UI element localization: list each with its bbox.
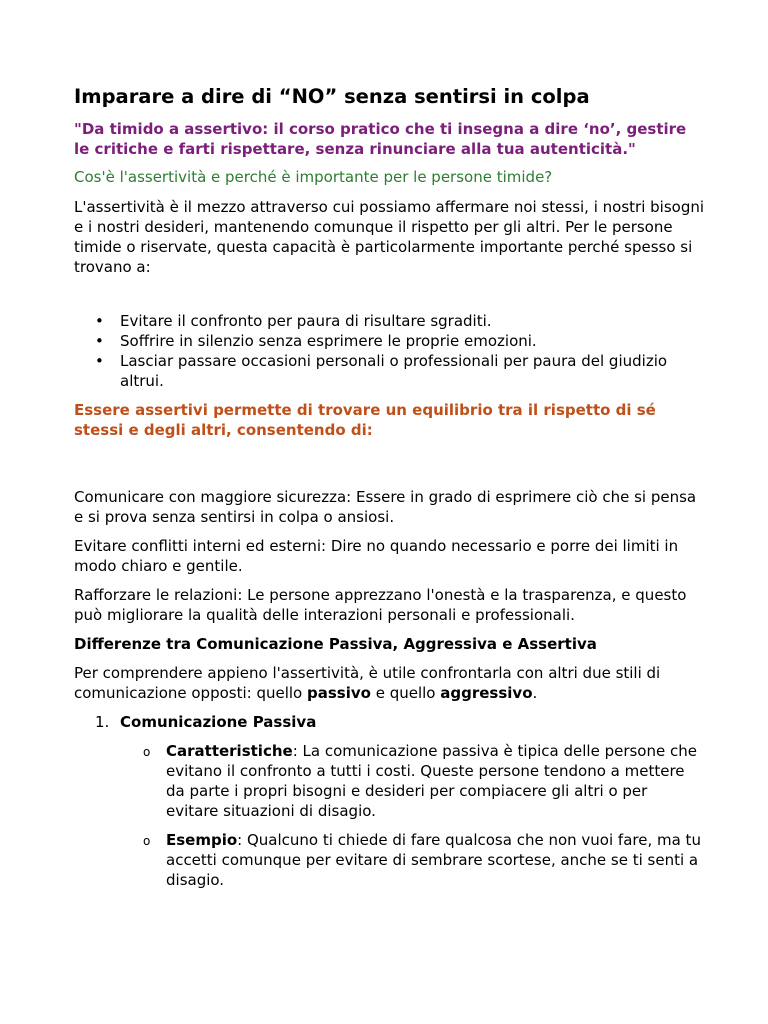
emphasis-statement: Essere assertivi permette di trovare un equilibrio tra il rispetto di sé stessi e degli altri, consentendo di: [74, 401, 656, 439]
section-question: Cos'è l'assertività e perché è importante per le persone timide? [74, 168, 553, 186]
benefit-paragraph: Evitare conflitti interni ed esterni: Dire no quando necessario e porre dei limiti in modo chiaro e gentile. [74, 537, 679, 575]
item-number: 1. [95, 713, 110, 731]
bullet-icon: • [95, 312, 104, 330]
benefit-paragraph: Rafforzare le relazioni: Le persone apprezzano l'onestà e la trasparenza, e questo può migliorare la qualità delle interazioni personali e professionali. [74, 586, 687, 624]
section-intro-text: . [532, 684, 538, 702]
list-item-text: Lasciar passare occasioni personali o professionali per paura del giudizio altrui. [120, 352, 668, 390]
course-tagline: "Da timido a assertivo: il corso pratico che ti insegna a dire ‘no’, gestire le critiche e farti rispettare, senza rinunciare alla tua autenticità." [74, 120, 687, 158]
sub-item-text: : La comunicazione passiva è tipica delle persone che evitano il confronto a tutti i costi. Queste persone tendono a mettere da parte i propri bisogni e desideri per compiacere gli altri o per evitare situazioni di disagio. [166, 742, 697, 820]
bold-term-aggressivo: aggressivo [440, 684, 533, 702]
section-intro-paragraph [74, 663, 704, 703]
benefit-paragraph: Comunicare con maggiore sicurezza: Essere in grado di esprimere ciò che si pensa e si prova senza sentirsi in colpa o ansiosi. [74, 488, 697, 526]
list-item-text: Soffrire in silenzio senza esprimere le proprie emozioni. [120, 332, 537, 350]
circle-bullet-icon: o [143, 834, 151, 848]
sub-item-label: Esempio [166, 831, 238, 849]
list-item [74, 311, 704, 331]
list-item-text: Evitare il confronto per paura di risultare sgraditi. [120, 312, 492, 330]
bullet-list [74, 311, 704, 391]
sub-list-item [74, 830, 704, 890]
numbered-item [74, 712, 704, 732]
bullet-icon: • [95, 332, 104, 350]
document-page [74, 84, 704, 899]
document-title: Imparare a dire di “NO” senza sentirsi in colpa [74, 85, 590, 108]
circle-bullet-icon: o [143, 745, 151, 759]
sub-item-text: : Qualcuno ti chiede di fare qualcosa che non vuoi fare, ma tu accetti comunque per evitare di sembrare scortese, anche se ti senti a disagio. [166, 831, 701, 889]
section-intro-text: Per comprendere appieno l'assertività, è utile confrontarla con altri due stili di comunicazione opposti: quello [74, 664, 661, 702]
numbered-item-label: Comunicazione Passiva [120, 713, 317, 731]
bold-term-passivo: passivo [307, 684, 371, 702]
list-item [74, 351, 704, 391]
bullet-icon: • [95, 352, 104, 370]
sub-list-item [74, 741, 704, 821]
intro-paragraph: L'assertività è il mezzo attraverso cui possiamo affermare noi stessi, i nostri bisogni e i nostri desideri, mantenendo comunque il rispetto per gli altri. Per le persone timide o riservate, questa capacità è particolarmente importante perché spesso si trovano a: [74, 198, 705, 276]
section-heading: Differenze tra Comunicazione Passiva, Aggressiva e Assertiva [74, 635, 597, 653]
section-intro-text: e quello [370, 684, 441, 702]
list-item [74, 331, 704, 351]
sub-item-label: Caratteristiche [166, 742, 293, 760]
